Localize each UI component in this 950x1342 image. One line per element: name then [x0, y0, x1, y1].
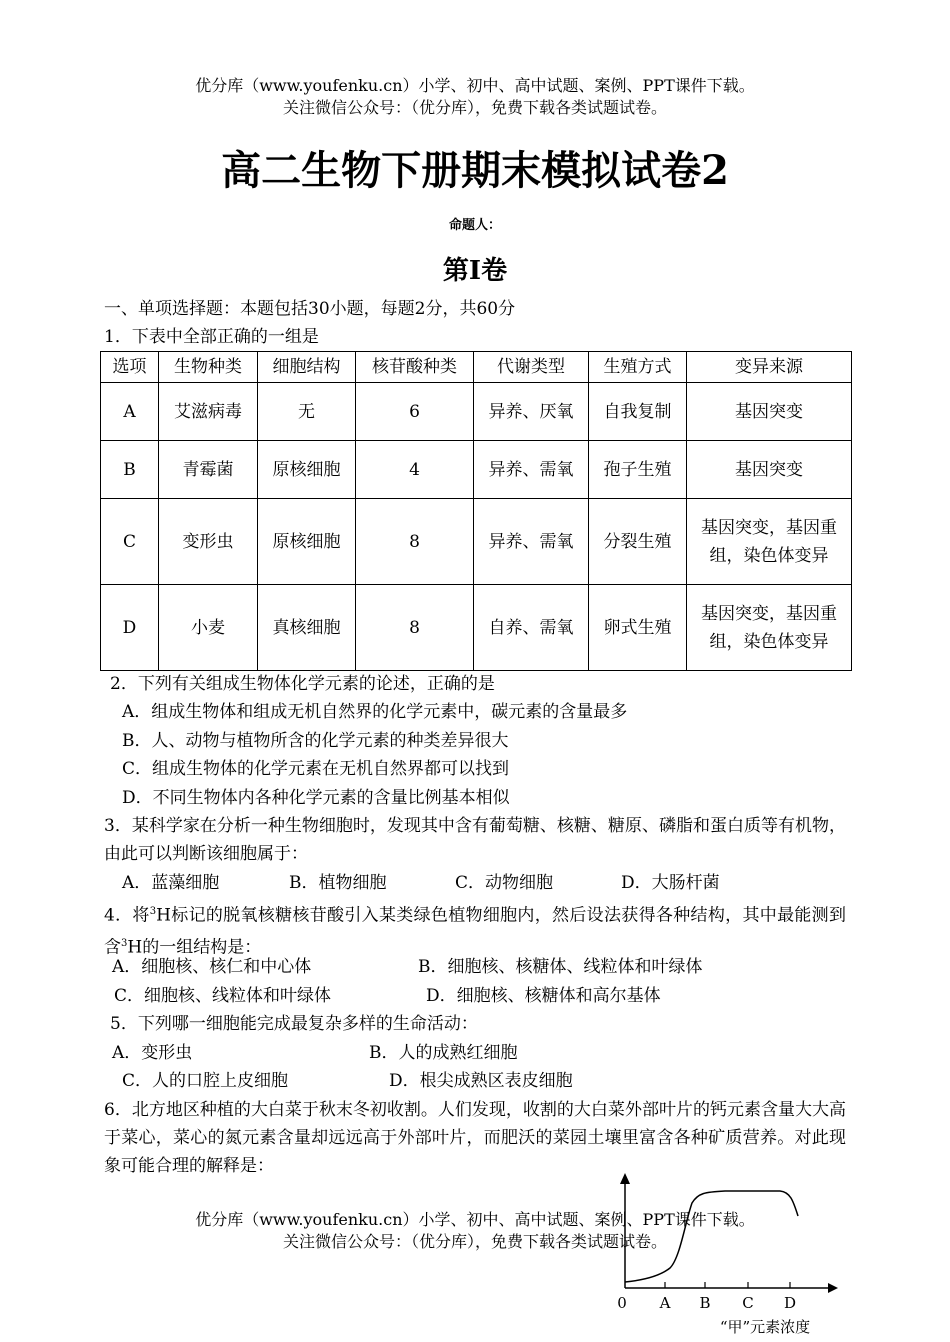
table-cell: 基因突变，基因重组，染色体变异 [687, 499, 852, 585]
table-cell: D [101, 585, 159, 671]
table-header-row [101, 352, 852, 383]
table-row [101, 585, 852, 671]
table-cell: 真核细胞 [258, 585, 356, 671]
table-cell: 基因突变 [687, 441, 852, 499]
q3-stem: 3．某科学家在分析一种生物细胞时，发现其中含有葡萄糖、核糖、糖原、磷脂和蛋白质等有机物，由此可以判断该细胞属于： [104, 816, 846, 864]
table-cell: 8 [356, 585, 474, 671]
table-row [101, 499, 852, 585]
table-cell: 原核细胞 [258, 441, 356, 499]
q2-option-a: A．组成生物体和组成无机自然界的化学元素中，碳元素的含量最多 [122, 702, 628, 722]
q2-option-c: C．组成生物体的化学元素在无机自然界都可以找到 [122, 759, 510, 779]
q3-option-b: B．植物细胞 [289, 873, 387, 893]
table-cell: 孢子生殖 [589, 441, 687, 499]
q2-option-d: D．不同生物体内各种化学元素的含量比例基本相似 [122, 788, 510, 808]
table-cell: 变形虫 [159, 499, 258, 585]
table-cell: A [101, 383, 159, 441]
q1-table [100, 351, 852, 671]
q5-stem: 5．下列哪一细胞能完成最复杂多样的生命活动： [110, 1014, 478, 1034]
table-header-cell: 核苷酸种类 [356, 352, 474, 383]
table-row [101, 441, 852, 499]
table-cell: 自我复制 [589, 383, 687, 441]
table-header-cell: 代谢类型 [474, 352, 589, 383]
q4-option-d: D．细胞核、核糖体和高尔基体 [426, 986, 661, 1006]
growth-curve [625, 1191, 798, 1282]
q2-stem: 2．下列有关组成生物体化学元素的论述，正确的是 [110, 674, 495, 694]
q5-option-c: C．人的口腔上皮细胞 [122, 1071, 289, 1091]
table-cell: 6 [356, 383, 474, 441]
table-cell: B [101, 441, 159, 499]
table-cell: 基因突变 [687, 383, 852, 441]
q1-stem: 1．下表中全部正确的一组是 [104, 327, 319, 347]
q4-stem [104, 898, 846, 961]
table-row [101, 383, 852, 441]
table-header-cell: 细胞结构 [258, 352, 356, 383]
q4-stem-part1: 4．将 [104, 905, 150, 926]
table-cell: 4 [356, 441, 474, 499]
table-cell: 青霉菌 [159, 441, 258, 499]
table-cell: 8 [356, 499, 474, 585]
table-cell: 异养、需氧 [474, 499, 589, 585]
tick-label: C [742, 1294, 754, 1312]
y-axis-arrow-icon [620, 1173, 630, 1184]
header-line-2: 关注微信公众号：（优分库），免费下载各类试题试卷。 [282, 98, 667, 117]
section-title: 第Ⅰ卷 [442, 256, 508, 286]
q4-stem-part2: H标记的脱氧核糖核苷酸引入某类绿色植物细胞内，然后设法获得各种结构，其中最能测到含 [104, 905, 846, 958]
table-header-cell: 变异来源 [687, 352, 852, 383]
footer-line-1: 优分库（www.youfenku.cn）小学、初中、高中试题、案例、PPT课件下载。 [195, 1210, 755, 1229]
q4-stem-part3: H的一组结构是： [127, 937, 262, 958]
table-header-cell: 生物种类 [159, 352, 258, 383]
tick-label: D [783, 1294, 797, 1312]
q4-option-c: C．细胞核、线粒体和叶绿体 [114, 986, 332, 1006]
table-cell: 艾滋病毒 [159, 383, 258, 441]
table-cell: 基因突变，基因重组，染色体变异 [687, 585, 852, 671]
tick-label: A [659, 1294, 671, 1312]
table-cell: 原核细胞 [258, 499, 356, 585]
page-title: 高二生物下册期末模拟试卷2 [221, 147, 729, 194]
table-cell: 异养、需氧 [474, 441, 589, 499]
table-header-cell: 生殖方式 [589, 352, 687, 383]
table-cell: 异养、厌氧 [474, 383, 589, 441]
q4-superscript: 3 [149, 906, 157, 917]
table-cell: C [101, 499, 159, 585]
x-axis-label: “甲”元素浓度 [719, 1318, 811, 1336]
q5-option-d: D．根尖成熟区表皮细胞 [389, 1071, 573, 1091]
x-axis-arrow-icon [828, 1283, 838, 1293]
concentration-graph [600, 1168, 840, 1340]
q3-option-a: A．蓝藻细胞 [122, 873, 220, 893]
q3-option-c: C．动物细胞 [455, 873, 554, 893]
tick-label: 0 [617, 1294, 627, 1312]
table-cell: 卵式生殖 [589, 585, 687, 671]
header-line-1: 优分库（www.youfenku.cn）小学、初中、高中试题、案例、PPT课件下载。 [195, 76, 755, 95]
q4-superscript: 3 [121, 937, 128, 949]
q4-option-b: B．细胞核、核糖体、线粒体和叶绿体 [418, 957, 703, 977]
q5-option-a: A．变形虫 [112, 1043, 193, 1063]
part1-heading: 一、单项选择题：本题包括30小题，每题2分，共60分 [104, 299, 516, 319]
tick-label: B [699, 1294, 711, 1312]
q5-option-b: B．人的成熟红细胞 [369, 1043, 518, 1063]
table-cell: 自养、需氧 [474, 585, 589, 671]
author-label: 命题人： [448, 218, 501, 233]
q3-option-d: D．大肠杆菌 [621, 873, 720, 893]
table-cell: 分裂生殖 [589, 499, 687, 585]
table-cell: 无 [258, 383, 356, 441]
table-header-cell: 选项 [101, 352, 159, 383]
q6-stem: 6．北方地区种植的大白菜于秋末冬初收割。人们发现，收割的大白菜外部叶片的钙元素含量大大高于菜心，菜心的氮元素含量却远远高于外部叶片，而肥沃的菜园土壤里富含各种矿质营养。对此现象可能合理的解释是： [104, 1100, 846, 1176]
q4-option-a: A．细胞核、核仁和中心体 [112, 957, 312, 977]
q2-option-b: B．人、动物与植物所含的化学元素的种类差异很大 [122, 731, 509, 751]
table-cell: 小麦 [159, 585, 258, 671]
footer-line-2: 关注微信公众号：（优分库），免费下载各类试题试卷。 [282, 1232, 667, 1251]
